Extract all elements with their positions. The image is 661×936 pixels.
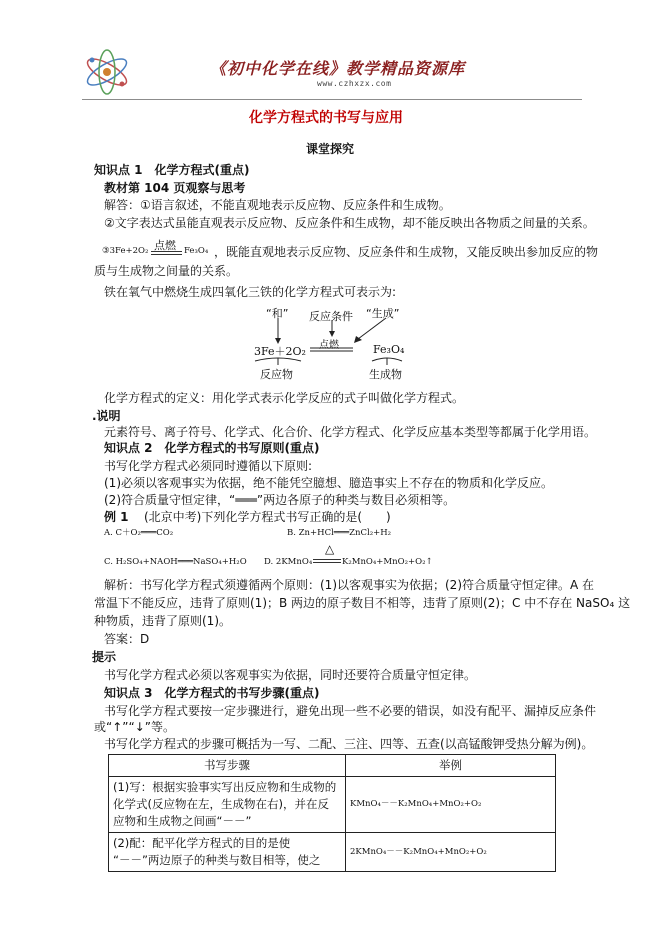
option-a: A. C＋O₂═══CO₂ <box>104 528 174 538</box>
banner-divider <box>82 99 582 100</box>
step-line: “－－”两边原子的种类与数目相等，使之 <box>113 853 321 867</box>
kp2-principle-2: (2)符合质量守恒定律，“═══”两边各原子的种类与数目必须相等。 <box>104 493 456 507</box>
kp1-equation-bar-bottom <box>151 254 182 255</box>
kp2-intro: 书写化学方程式必须同时遵循以下原则: <box>104 459 313 473</box>
kp1-answer-line-4: 质与生成物之间量的关系。 <box>94 264 239 278</box>
diagram-generate-label: “生成” <box>366 307 400 320</box>
kp1-definition: 化学方程式的定义：用化学式表示化学反应的式子叫做化学方程式。 <box>104 391 465 405</box>
header-banner <box>82 46 582 100</box>
option-c: C. H₂SO₄+NAOH═══NaSO₄+H₂O <box>104 557 247 567</box>
table-row <box>109 777 556 833</box>
kp3-para-1a: 书写化学方程式要按一定步骤进行，避免出现一些不必要的错误，如没有配平、漏掉反应条件 <box>104 704 597 718</box>
kp1-equation-condition: 点燃 <box>154 239 176 252</box>
table-cell-example: 2KMnO₄－－K₂MnO₄+MnO₂+O₂ <box>346 833 556 872</box>
example-question: (北京中考)下列化学方程式书写正确的是( ) <box>144 510 391 524</box>
table-row <box>109 833 556 872</box>
option-b: B. Zn+HCl═══ZnCl₂+H₂ <box>287 528 392 538</box>
document-title: 化学方程式的书写与应用 <box>249 110 403 126</box>
step-line: (2)配：配平化学方程式的目的是使 <box>113 836 291 850</box>
kp1-equation-reactants: ③3Fe+2O₂ <box>102 246 149 256</box>
banner-url[interactable]: www.czhxzx.com <box>317 79 392 88</box>
kp1-answer-line-3: ，既能直观地表示反应物、反应条件和生成物，又能反映出参加反应的物 <box>214 245 599 259</box>
diagram-and-label: “和” <box>266 307 289 320</box>
analysis-line-3: 种物质，违背了原则(1)。 <box>94 614 231 628</box>
kp1-equation-bar-top <box>151 251 182 252</box>
diagram-reactants: 3Fe＋2O₂ <box>254 345 306 358</box>
banner-title: 《初中化学在线》教学精品资源库 <box>210 59 466 78</box>
note-label: .说明 <box>92 409 121 423</box>
table-header-example: 举例 <box>346 755 556 777</box>
table-cell-example: KMnO₄－－K₂MnO₄+MnO₂+O₂ <box>346 777 556 833</box>
diagram-condition: 点燃 <box>319 340 339 351</box>
section-subtitle: 课堂探究 <box>306 142 355 156</box>
steps-table <box>108 754 556 872</box>
kp3-para-1b: 或“↑”“↓”等。 <box>94 720 175 734</box>
tip-text: 书写化学方程式必须以客观事实为依据，同时还要符合质量守恒定律。 <box>104 668 477 682</box>
kp1-equation-product: Fe₃O₄ <box>184 246 209 256</box>
equation-diagram <box>240 305 420 385</box>
kp1-textbook-ref: 教材第 104 页观察与思考 <box>104 181 246 195</box>
diagram-condition-label: 反应条件 <box>309 310 353 323</box>
kp1-answer-line-1: 解答：①语言叙述，不能直观地表示反应物、反应条件和生成物。 <box>104 198 451 212</box>
option-d-right: K₂MnO₄+MnO₂+O₂↑ <box>342 557 433 567</box>
diagram-product: Fe₃O₄ <box>373 343 405 356</box>
table-header-row <box>109 755 556 777</box>
analysis-line-2: 常温下不能反应，违背了原则(1)；B 两边的原子数目不相等，违背了原则(2)；C 中不存在 NaSO₄ 这 <box>94 596 631 610</box>
diagram-reactant-label: 反应物 <box>260 368 293 381</box>
option-d-bar-bottom <box>313 562 341 563</box>
kp3-para-2: 书写化学方程式的步骤可概括为一写、二配、三注、四等、五查(以高锰酸钾受热分解为例)。 <box>104 737 594 751</box>
analysis-line-1: 解析：书写化学方程式须遵循两个原则：(1)以客观事实为依据；(2)符合质量守恒定律。A 在 <box>104 578 595 592</box>
tip-label: 提示 <box>92 650 117 664</box>
option-d-heat-icon: △ <box>325 542 335 556</box>
atom-logo-icon <box>82 48 132 96</box>
step-line: (1)写：根据实验事实写出反应物和生成物的 <box>113 780 337 794</box>
kp2-principle-1: (1)必须以客观事实为依据，绝不能凭空臆想、臆造事实上不存在的物质和化学反应。 <box>104 476 554 490</box>
kp2-heading: 知识点 2 化学方程式的书写原则(重点) <box>104 441 320 455</box>
table-header-steps: 书写步骤 <box>109 755 346 777</box>
option-d-left: D. 2KMnO₄ <box>264 557 313 567</box>
answer-line: 答案：D <box>104 632 150 646</box>
table-cell-step <box>109 833 346 872</box>
table-cell-step <box>109 777 346 833</box>
kp3-heading: 知识点 3 化学方程式的书写步骤(重点) <box>104 686 320 700</box>
note-text: 元素符号、离子符号、化学式、化合价、化学方程式、化学反应基本类型等都属于化学用语。 <box>104 425 597 439</box>
step-line: 化学式(反应物在左，生成物在右)，并在反 <box>113 797 329 811</box>
step-line: 应物和生成物之间画“－－” <box>113 814 252 828</box>
kp1-heading: 知识点 1 化学方程式(重点) <box>94 163 250 177</box>
kp1-answer-line-2: ②文字表达式虽能直观表示反应物、反应条件和生成物，却不能反映出各物质之间量的关系。 <box>104 216 595 230</box>
diagram-product-label: 生成物 <box>369 368 402 381</box>
kp1-iron-intro: 铁在氧气中燃烧生成四氧化三铁的化学方程式可表示为: <box>104 285 397 299</box>
example-label: 例 1 <box>104 510 129 524</box>
option-d-bar-top <box>313 559 341 560</box>
